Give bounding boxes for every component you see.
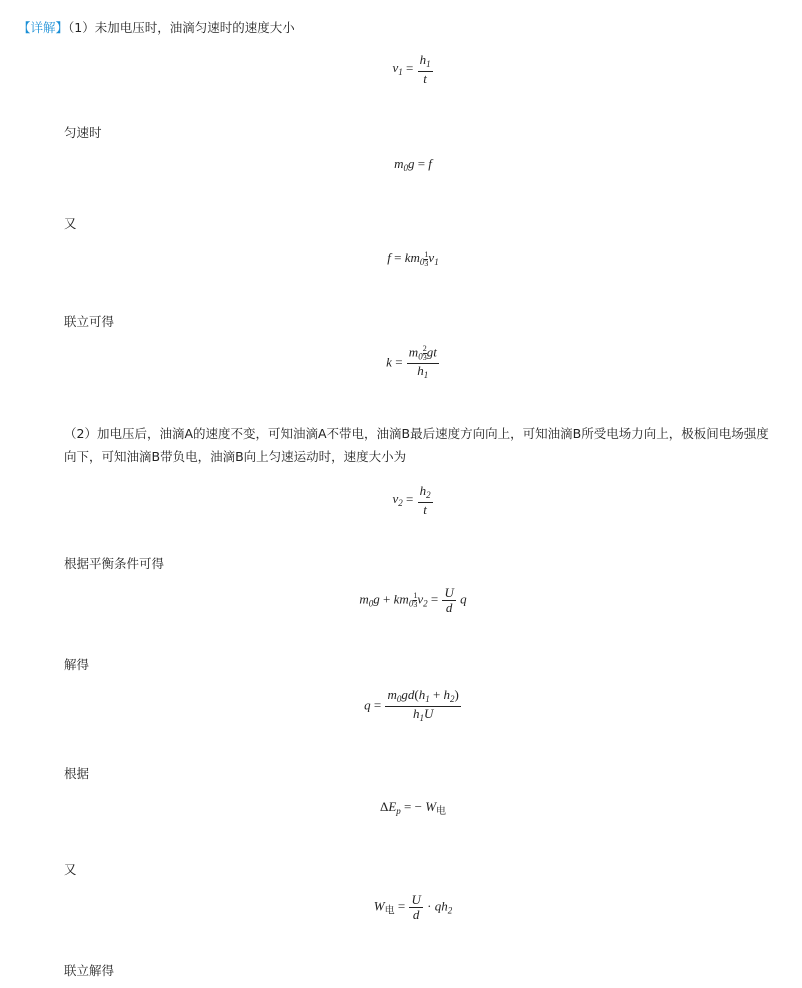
intro-text: （1）未加电压时，油滴匀速时的速度大小	[68, 20, 295, 35]
label-combine-2: 联立解得	[64, 963, 115, 978]
label-uniform: 匀速时	[64, 125, 102, 140]
equation-work: $W_电$ = $\frac{U}{d}$ · $qh_2$	[373, 892, 453, 922]
equation-k: k = $m_0$ $\frac{2}{3}$ gt $h_1$	[386, 344, 437, 381]
part2-paragraph: （2）加电压后，油滴A的速度不变，可知油滴A不带电，油滴B最后速度方向向上，可知油滴B所受电场力向上，极板间电场强度向下，可知油滴B带负电，油滴B向上匀速运动时，速度大小为	[64, 426, 769, 464]
detail-header	[18, 19, 295, 37]
equation-v1: $v_1$ = $\frac{h_1}{t}$	[392, 52, 431, 86]
label-combine-1: 联立可得	[64, 314, 115, 329]
equation-charge: q = $\frac{m_0gd(h_1 + h_2)}{h_1U}$	[364, 687, 459, 723]
label-solve: 解得	[64, 657, 90, 672]
equation-potential-energy: $\Delta E_p$ = − $W_电$	[379, 799, 447, 817]
detail-tag: 【详解】	[18, 20, 69, 35]
equation-v2: $v_2$ = $\frac{h_2}{t}$	[392, 483, 431, 517]
label-also-1: 又	[64, 216, 77, 231]
equation-balance: $m_0g + km_0$ $\frac{1}{3}$ $v_2$ = $\frac{U}{d}$ q	[359, 585, 467, 615]
equation-gravity-drag: $m_0g = f$	[394, 156, 432, 173]
label-according: 根据	[64, 766, 90, 781]
equation-drag-force: $f = km_0$ $\frac{1}{3}$ $v_1$	[387, 249, 439, 268]
label-also-2: 又	[64, 862, 77, 877]
label-balance: 根据平衡条件可得	[64, 556, 165, 571]
